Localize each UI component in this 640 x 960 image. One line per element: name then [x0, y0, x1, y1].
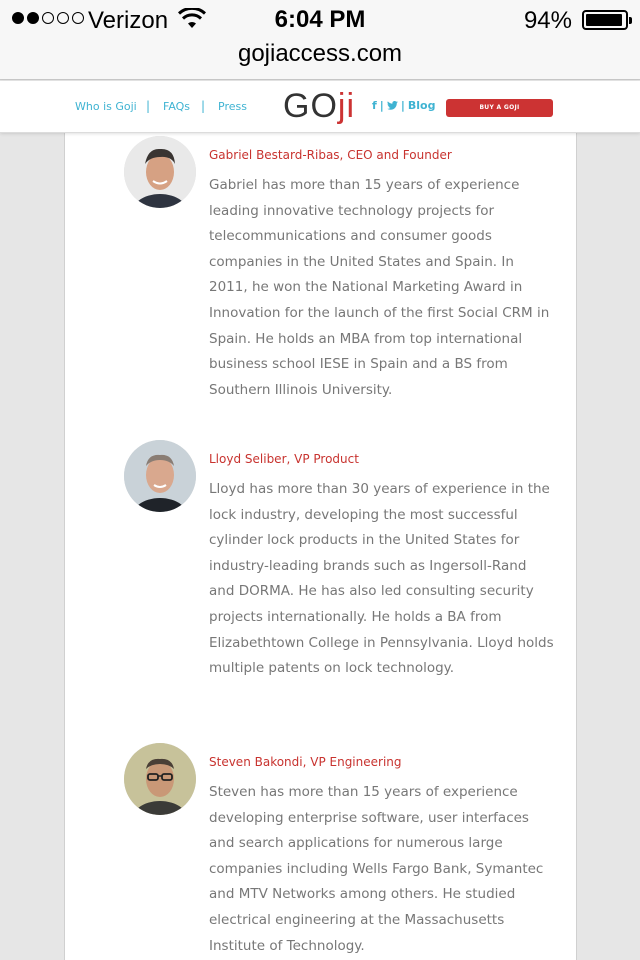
nav-separator: | — [400, 99, 405, 112]
status-bar — [0, 0, 640, 40]
nav-press[interactable]: Press — [218, 100, 247, 113]
battery-icon — [582, 10, 628, 30]
team-content — [64, 133, 577, 960]
site-header — [0, 81, 640, 133]
portrait-image — [124, 136, 196, 208]
facebook-icon[interactable]: f — [372, 99, 377, 112]
address-bar[interactable] — [0, 40, 640, 80]
goji-logo[interactable] — [283, 87, 355, 126]
logo-text: GO — [283, 87, 338, 125]
portrait-image — [124, 743, 196, 815]
nav-separator: | — [201, 99, 206, 113]
member-name: Steven Bakondi, VP Engineering — [209, 755, 402, 769]
twitter-icon[interactable] — [387, 101, 398, 110]
member-bio: Gabriel has more than 15 years of experience leading innovative technology projects for telecommunications and consumer goods companies in the United States and Spain. In 2011, he won the National Marketing Award in Innovation for the launch of the first Social CRM in Spain. He holds an MBA from top international business school IESE in Spain and a BS from Southern Illinois University. — [209, 177, 550, 398]
social-links — [372, 99, 435, 112]
member-name: Gabriel Bestard-Ribas, CEO and Founder — [209, 148, 452, 162]
member-bio: Steven has more than 15 years of experience developing enterprise software, user interfaces and search applications for numerous large companies including Wells Fargo Bank, Symantec and MTV Networks among others. He studied electrical engineering at the Massachusetts Institute of Technology. — [209, 784, 544, 954]
carrier-name: Verizon — [88, 7, 169, 34]
battery-percentage: 94% — [523, 7, 572, 34]
url-text[interactable]: gojiaccess.com — [237, 40, 403, 67]
buy-a-goji-button[interactable]: BUY A GOJI — [446, 99, 553, 117]
avatar — [124, 440, 196, 512]
portrait-image — [124, 440, 196, 512]
clock: 6:04 PM — [274, 6, 366, 33]
nav-who-is-goji[interactable]: Who is Goji — [75, 100, 137, 113]
nav-separator: | — [146, 99, 151, 113]
member-bio: Lloyd has more than 30 years of experience in the lock industry, developing the most successful cylinder lock products in the United States for industry-leading brands such as Ingersoll-Rand and DORMA. He has also led consulting security projects internationally. He holds a BA from Elizabethtown College in Pennsylvania. Lloyd holds multiple patents on lock technology. — [209, 481, 554, 677]
nav-separator: | — [379, 99, 384, 112]
battery-fill — [586, 14, 622, 26]
avatar — [124, 743, 196, 815]
logo-text-accent: ji — [337, 87, 356, 125]
nav-faqs[interactable]: FAQs — [163, 100, 191, 113]
member-name: Lloyd Seliber, VP Product — [209, 452, 359, 466]
avatar — [124, 136, 196, 208]
nav-blog[interactable]: Blog — [407, 99, 436, 112]
